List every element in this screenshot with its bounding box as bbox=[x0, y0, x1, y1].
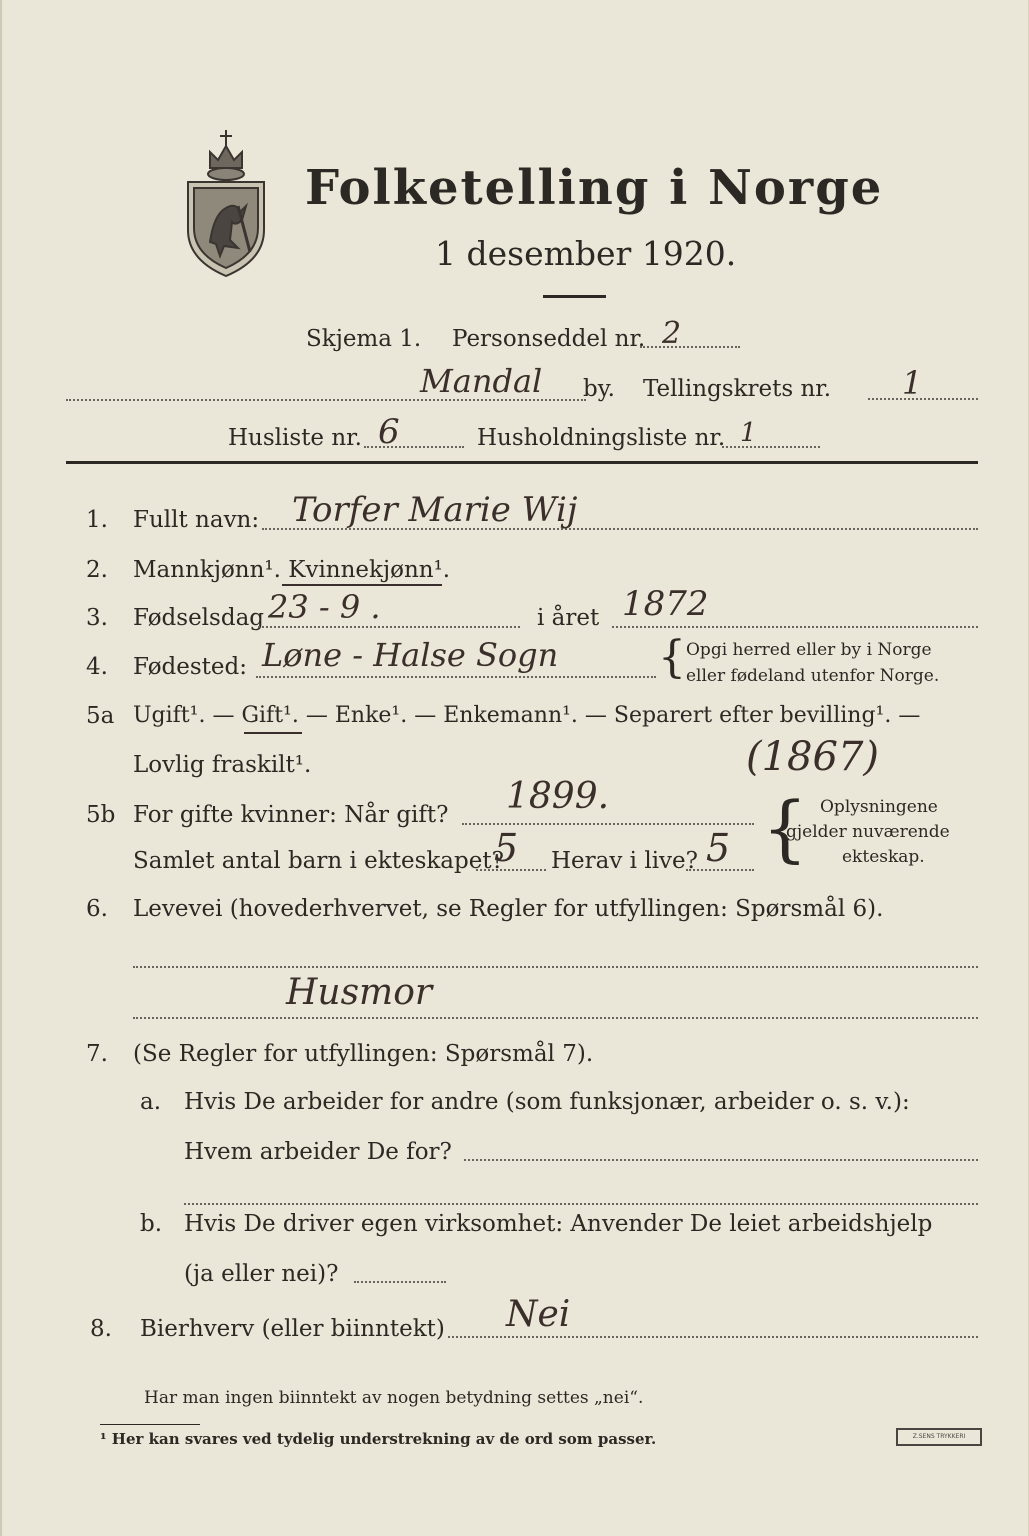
tellingskrets-value[interactable]: 1 bbox=[902, 364, 923, 402]
q8-number: 8. bbox=[90, 1316, 112, 1342]
q5b-alive-label: Herav i live? bbox=[551, 848, 698, 874]
q1-full-name-value[interactable]: Torfer Marie Wij bbox=[292, 490, 578, 530]
q2-label: Mannkjønn¹. Kvinnekjønn¹. bbox=[133, 557, 451, 583]
footnote: ¹ Her kan svares ved tydelig understrekning av de ord som passer. bbox=[100, 1430, 657, 1448]
form-title: Folketelling i Norge bbox=[305, 160, 884, 216]
title-divider bbox=[543, 295, 606, 298]
q4-birthplace-value[interactable]: Løne - Halse Sogn bbox=[262, 636, 559, 674]
q7b-label: Hvis De driver egen virksomhet: Anvender De leiet arbeidshjelp bbox=[184, 1211, 933, 1237]
q5b-note-1: Oplysningene bbox=[820, 797, 938, 817]
husholdning-value[interactable]: 1 bbox=[740, 418, 757, 448]
q5a-note-value[interactable]: (1867) bbox=[746, 734, 880, 780]
q4-note-1: Opgi herred eller by i Norge bbox=[686, 640, 932, 660]
personseddel-line bbox=[640, 346, 740, 348]
tellingskrets-line bbox=[868, 398, 978, 400]
q7a-label-2: Hvem arbeider De for? bbox=[184, 1139, 452, 1165]
husliste-value[interactable]: 6 bbox=[378, 412, 400, 452]
header-rule bbox=[66, 461, 978, 464]
q5b-alive-value[interactable]: 5 bbox=[706, 826, 731, 870]
husholdning-label: Husholdningsliste nr. bbox=[477, 425, 726, 451]
q7b-label-2: (ja eller nei)? bbox=[184, 1261, 339, 1287]
q5b-married-value[interactable]: 1899. bbox=[506, 776, 610, 817]
q6-line-1 bbox=[133, 966, 978, 968]
census-date: 1 desember 1920. bbox=[435, 234, 737, 273]
town-value[interactable]: Mandal bbox=[420, 362, 543, 400]
q3-year-value[interactable]: 1872 bbox=[622, 584, 709, 624]
q2-number: 2. bbox=[86, 557, 108, 583]
q5a-number: 5a bbox=[86, 703, 115, 729]
q4-number: 4. bbox=[86, 654, 108, 680]
q3-year-line bbox=[612, 626, 978, 628]
personseddel-value[interactable]: 2 bbox=[662, 316, 682, 351]
q2-underline-mark bbox=[282, 584, 442, 586]
q4-label: Fødested: bbox=[133, 654, 248, 680]
q1-number: 1. bbox=[86, 507, 108, 533]
q6-occupation-value[interactable]: Husmor bbox=[286, 972, 433, 1013]
q6-number: 6. bbox=[86, 896, 108, 922]
q3-label: Fødselsdag bbox=[133, 605, 265, 631]
printer-stamp: Z.SENS TRYKKERI bbox=[896, 1428, 982, 1446]
q3-number: 3. bbox=[86, 605, 108, 631]
q1-label: Fullt navn: bbox=[133, 507, 260, 533]
q7a-line-1 bbox=[464, 1159, 978, 1161]
q6-label: Levevei (hovederhvervet, se Regler for utfyllingen: Spørsmål 6). bbox=[133, 896, 884, 922]
q5a-label-2: Lovlig fraskilt¹. bbox=[133, 752, 312, 778]
q5b-brace: { bbox=[762, 786, 808, 870]
q3-line bbox=[258, 626, 520, 628]
q5b-number: 5b bbox=[86, 802, 116, 828]
q7a-line-2 bbox=[184, 1203, 978, 1205]
q7a-label: Hvis De arbeider for andre (som funksjonær, arbeider o. s. v.): bbox=[184, 1089, 910, 1115]
q4-line bbox=[256, 676, 656, 678]
coat-of-arms-icon bbox=[180, 122, 272, 280]
q5b-note-2: gjelder nuværende bbox=[786, 822, 950, 842]
husholdning-line bbox=[722, 446, 820, 448]
q5b-line bbox=[462, 823, 754, 825]
q4-note-2: eller fødeland utenfor Norge. bbox=[686, 666, 940, 686]
q8-line bbox=[448, 1336, 978, 1338]
q3-year-label: i året bbox=[537, 605, 600, 631]
town-suffix: by. bbox=[583, 376, 615, 402]
q7-number: 7. bbox=[86, 1041, 108, 1067]
q7-label: (Se Regler for utfyllingen: Spørsmål 7). bbox=[133, 1041, 594, 1067]
footnote-rule bbox=[100, 1424, 200, 1425]
q4-brace: { bbox=[658, 632, 686, 683]
personseddel-label: Personseddel nr. bbox=[452, 326, 646, 352]
q8-label: Bierhverv (eller biinntekt) bbox=[140, 1316, 445, 1342]
tellingskrets-label: Tellingskrets nr. bbox=[643, 376, 832, 402]
q5b-children-value[interactable]: 5 bbox=[494, 826, 519, 870]
q6-line-2 bbox=[133, 1017, 978, 1019]
q5b-children-label: Samlet antal barn i ekteskapet? bbox=[133, 848, 504, 874]
nei-note: Har man ingen biinntekt av nogen betydning settes „nei“. bbox=[144, 1388, 644, 1408]
q5b-note-3: ekteskap. bbox=[842, 847, 925, 867]
q5a-underline-mark bbox=[244, 732, 302, 734]
schema-label: Skjema 1. bbox=[306, 326, 422, 352]
q7b-number: b. bbox=[140, 1211, 163, 1237]
q7a-number: a. bbox=[140, 1089, 162, 1115]
q3-birthday-value[interactable]: 23 - 9 . bbox=[268, 588, 381, 626]
q8-side-income-value[interactable]: Nei bbox=[506, 1294, 571, 1335]
q7b-line bbox=[354, 1281, 446, 1283]
husliste-label: Husliste nr. bbox=[228, 425, 362, 451]
q5b-label: For gifte kvinner: Når gift? bbox=[133, 802, 449, 828]
q5a-label: Ugift¹. — Gift¹. — Enke¹. — Enkemann¹. — Separert efter bevilling¹. — bbox=[133, 703, 921, 728]
